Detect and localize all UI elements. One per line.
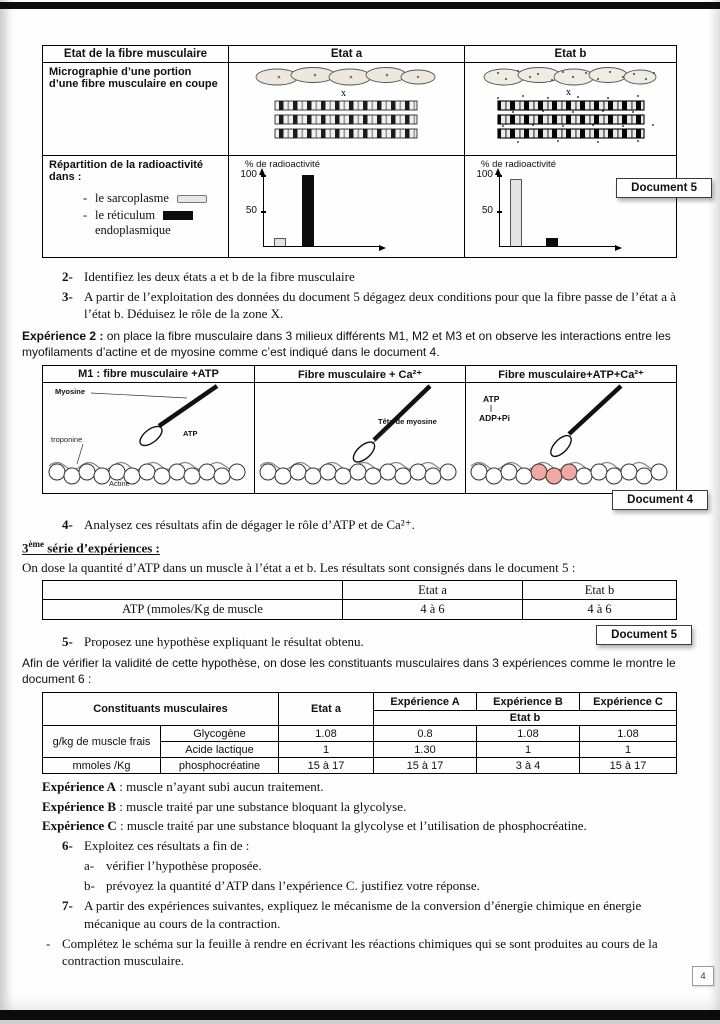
atp-table-section [22,580,696,645]
doc4-header-row [43,366,677,383]
page-number: 4 [700,970,706,982]
doc6-header-constituants: Constituants musculaires [43,693,279,726]
myosine-label: Myosine [54,387,85,396]
y-tick-100: 100 [476,169,493,181]
x-axis-arrow [615,245,625,251]
tick-mark [261,211,266,213]
chart-plot-area [476,169,617,247]
doc5-header-etat-a: Etat a [229,46,465,63]
atp-table [42,580,677,620]
experience-b-lead: Expérience B [42,798,117,814]
doc6-value: 0.8 [374,726,477,742]
doc4-header-atp-ca: Fibre musculaire+ATP+Ca²⁺ [466,366,677,383]
experience-b-desc [42,798,696,815]
doc6-header-exp-b: Expérience B [477,693,580,711]
doc6-header-etat-b: Etat b [374,711,677,726]
doc6-value: 15 à 17 [374,758,477,774]
legend-swatch-sarcoplasme [177,195,207,203]
doc5-chart-row [43,156,677,258]
tick-mark [497,175,502,177]
doc6-header-etat-a: Etat a [279,693,374,726]
experience-b-text: : muscle traité par une substance bloquant la glycolyse. [116,798,407,814]
y-tick-50: 50 [245,205,257,217]
legend-reticulum [83,208,222,223]
experience-c-text: : muscle traité par une substance bloquant la glycolyse et l’utilisation de phosphocréatine. [116,817,587,833]
experience-c-lead: Expérience C [42,817,117,833]
diagram-atp-ca-cell [466,383,677,494]
doc6-name-acide-lactique: Acide lactique [161,742,279,758]
document-4-label: Document 4 [612,490,708,510]
doc5-section [22,45,696,258]
legend-sarcoplasme [83,191,222,206]
y-axis-arrow [495,165,501,175]
atp-row-label: ATP (mmoles/Kg de muscle [43,600,343,620]
troponine-label: troponine [50,435,82,444]
legend-bullet: - [83,191,88,206]
doc4-section [22,365,696,507]
question-6b [84,877,696,894]
document-5-label: Document 5 [616,178,712,198]
y-axis-arrow [259,165,265,175]
doc6-header-row-1 [43,693,677,711]
doc6-value: 1.30 [374,742,477,758]
diagram-ca-cell [255,383,466,494]
doc6-value: 1.08 [580,726,677,742]
doc5-header-etat-b: Etat b [465,46,677,63]
question-6 [62,837,696,854]
question-text: A partir de l’exploitation des données du document 5 dégagez deux conditions pour que la fibre passe de l’état a à l’état b. Déduisez le rôle de la zone X. [84,289,677,322]
tick-mark [497,211,502,213]
tick-mark [261,175,266,177]
doc6-table [42,692,677,774]
doc4-table [42,365,677,494]
question-text: A partir des expériences suivantes, expliquez le mécanisme de la conversion d’énergie chimique en énergie mécanique au cours de la contraction. [84,898,642,931]
bar-reticulum [302,175,314,246]
page-content [22,45,696,972]
atp-label: ATP [483,394,500,404]
micrograph-etat-b-figure [468,65,674,149]
chart-plot-area [240,169,381,247]
note-text: Complétez le schéma sur la feuille à rendre en écrivant les réactions chimiques qui se sont produites au cours de la contraction musculaire. [62,935,658,968]
question-text: Analysez ces résultats afin de dégager le rôle d’ATP et de Ca²⁺. [84,517,415,533]
actine-label: Actine [108,479,130,488]
atp-value-etat-a: 4 à 6 [343,600,523,620]
question-number: 7- [62,898,73,914]
scan-bottom-bar [0,1010,720,1020]
final-note [46,935,696,969]
doc6-header-exp-a: Expérience A [374,693,477,711]
atp-data-row [43,600,677,620]
serie-number: 3 [22,540,29,556]
doc5-header-row [43,46,677,63]
question-3 [62,288,696,322]
legend-reticulum-label-2: endoplasmique [95,223,171,238]
atp-header-etat-b: Etat b [523,580,677,600]
radio-row-label: Répartition de la radioactivité dans : [49,159,204,184]
serie-rest: série d’expériences : [44,540,160,556]
atp-label: ATP [182,429,197,438]
experience-a-text: : muscle n’ayant subi aucun traitement. [116,779,324,795]
radioactivity-chart-etat-b [471,159,674,247]
atp-value-etat-b: 4 à 6 [523,600,677,620]
bar-sarcoplasme [274,238,286,247]
note-dash: - [46,935,51,951]
doc6-row-phosphocreatine [43,758,677,774]
micrograph-etat-b-cell [465,63,677,156]
atp-header-row [43,580,677,600]
document-5b-row [22,625,692,645]
doc4-diagram-row [43,383,677,494]
experience-a-desc [42,778,696,795]
doc6-value: 3 à 4 [477,758,580,774]
legend-reticulum-label: le réticulum [95,208,156,223]
serie-3-heading [22,539,696,556]
zone-x-mark: x [565,87,571,98]
x-axis-arrow [379,245,389,251]
question-number: 2- [62,269,73,285]
diagram-myosin-atp-calcium [469,384,673,488]
experience-2-note [22,328,696,360]
micrograph-etat-a-cell [229,63,465,156]
diagram-myosin-atp [47,384,251,488]
diagram-myosin-calcium [258,384,462,488]
micrograph-etat-a-figure [237,65,457,149]
doc4-header-ca: Fibre musculaire + Ca²⁺ [255,366,466,383]
atp-header-etat-a: Etat a [343,580,523,600]
bar-reticulum [546,238,558,247]
doc6-value: 15 à 17 [279,758,374,774]
doc6-value: 1.08 [279,726,374,742]
serie-sup: ème [28,539,44,550]
page-number-box [692,966,714,986]
question-number: a- [84,858,95,874]
question-text: prévoyez la quantité d’ATP dans l’expérience C. justifiez votre réponse. [106,878,480,894]
doc5-header-fibre: Etat de la fibre musculaire [43,46,229,63]
experience-a-lead: Expérience A [42,779,117,795]
question-number: 3- [62,289,73,305]
question-7 [62,897,696,931]
chart-axis-title: % de radioactivité [481,159,556,171]
doc6-value: 1.08 [477,726,580,742]
scan-top-bar [0,2,720,9]
question-number: 6- [62,837,73,853]
question-number: 5- [62,633,73,649]
radioactivity-chart-etat-a [235,159,462,247]
doc6-value: 15 à 17 [580,758,677,774]
bar-sarcoplasme [510,179,522,246]
doc6-name-glycogene: Glycogène [161,726,279,742]
question-text: Identifiez les deux états a et b de la fibre musculaire [84,269,355,285]
question-text: Exploitez ces résultats a fin de : [84,837,250,853]
doc6-value: 1 [477,742,580,758]
tete-myosine-label: Tête de myosine [378,417,437,426]
diagram-m1-cell [43,383,255,494]
doc6-name-phosphocreatine: phosphocréatine [161,758,279,774]
micrograph-row-label: Micrographie d’une portion d’une fibre musculaire en coupe [43,63,229,156]
y-tick-50: 50 [481,205,493,217]
question-2 [62,268,696,285]
verify-note: Afin de vérifier la validité de cette hypothèse, on dose les constituants musculaires dans 3 expériences comme le montre le document 6 : [22,656,676,687]
doc5-table [42,45,677,258]
chart-axis-title: % de radioactivité [245,159,320,171]
legend-sarcoplasme-label: le sarcoplasme [95,191,169,206]
doc6-value: 1 [580,742,677,758]
doc6-unit-g-kg: g/kg de muscle frais [43,726,161,758]
y-tick-100: 100 [240,169,257,181]
doc6-unit-mmoles: mmoles /Kg [43,758,161,774]
experience-2-lead: Expérience 2 : [22,328,104,343]
experience-2-text: on place la fibre musculaire dans 3 milieux différents M1, M2 et M3 et on observe les interactions entre les myofilaments d’actine et de myosine comme c’est indiqué dans le document 4. [22,328,671,359]
legend-bullet: - [83,208,88,223]
chart-etat-b-cell [465,156,677,258]
experience-c-desc [42,817,696,834]
doc4-header-m1: M1 : fibre musculaire +ATP [43,366,255,383]
question-number: b- [84,878,95,894]
question-number: 4- [62,517,73,533]
serie-3-intro: On dose la quantité d’ATP dans un muscle à l’état a et b. Les résultats sont consignés dans le document 5 : [22,559,576,575]
radio-row-label-cell [43,156,229,258]
document-5b-label: Document 5 [596,625,692,645]
doc6-value: 1 [279,742,374,758]
zone-x-mark: x [340,88,346,99]
doc5-micrograph-row [43,63,677,156]
adp-pi-label: ADP+Pi [479,413,510,423]
doc6-row-glycogene [43,726,677,742]
chart-etat-a-cell [229,156,465,258]
question-text: Proposez une hypothèse expliquant le résultat obtenu. [84,633,364,649]
legend-swatch-reticulum [163,211,193,220]
scan-bottom-strip [0,1020,720,1024]
doc6-header-exp-c: Expérience C [580,693,677,711]
question-text: vérifier l’hypothèse proposée. [106,858,262,874]
question-4 [62,516,696,533]
atp-empty-cell [43,580,343,600]
question-6a [84,857,696,874]
